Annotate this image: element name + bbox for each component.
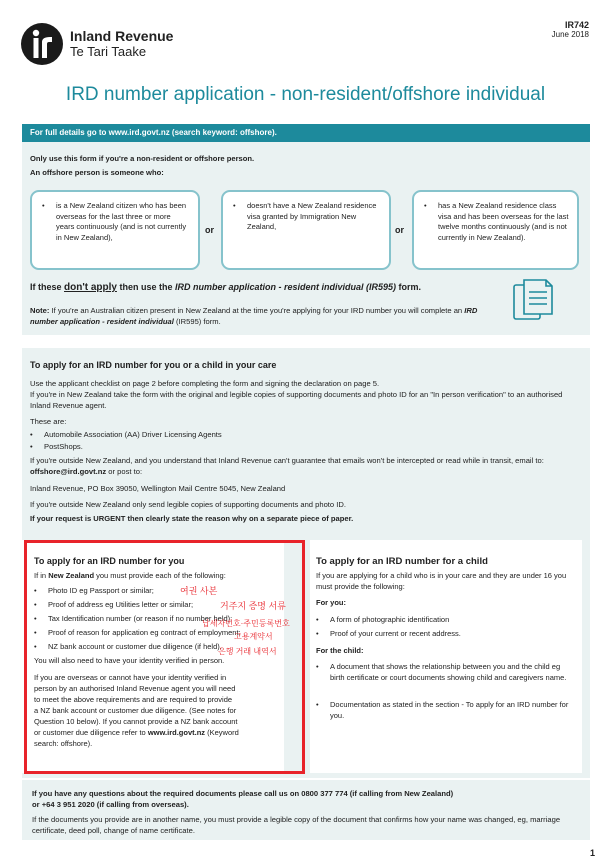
document-icon bbox=[510, 277, 556, 323]
annotation-bank: 은행 거래 내역서 bbox=[218, 647, 277, 656]
phone-line-overseas: or +64 3 951 2020 (if calling from overseas). bbox=[32, 800, 189, 809]
condition-box-residence: • has a New Zealand residence class visa and has been overseas for the last twelve months continuously (and is not currently in New Zealand). bbox=[412, 190, 579, 270]
annotation-passport: 여권 사본 bbox=[180, 586, 218, 596]
name-change-para: If the documents you provide are in another name, you must provide a legible copy of the document that confirms how your name was changed, eg, marriage certificate, deed poll, change of name certificate. bbox=[32, 815, 561, 835]
condition-text: is a New Zealand citizen who has been overseas for the last three or more years continuously (and is not currently in New Zealand), bbox=[56, 201, 187, 242]
brand-name: Inland Revenue bbox=[70, 28, 174, 44]
condition-box-citizen: • is a New Zealand citizen who has been overseas for the last three or more years continuously (and is not currently in New Zealand), bbox=[30, 190, 200, 270]
apply-for-child-intro: If you are applying for a child who is in your care and they are under 16 you must provide the following: bbox=[316, 571, 567, 591]
offshore-person-line: An offshore person is someone who: bbox=[30, 168, 164, 177]
details-bar: For full details go to www.ird.govt.nz (search keyword: offshore). bbox=[22, 124, 590, 142]
outside-nz-para: If you're outside New Zealand, and you understand that Inland Revenue can't guarantee that emails won't be intercepted or read while in transit, email to: offshore@ird.govt.nz or post to: bbox=[30, 456, 544, 476]
form-date: June 2018 bbox=[551, 30, 589, 39]
phone-line: If you have any questions about the required documents please call us on 0800 377 774 (if calling from New Zealand) bbox=[32, 789, 454, 798]
overseas-para: or customer due diligence refer to www.ird.govt.nz (Keyword bbox=[34, 728, 239, 737]
questions-footer bbox=[22, 780, 590, 840]
requirement-item: • Proof of address eg Utilities letter or similar; bbox=[34, 600, 194, 609]
condition-text: doesn't have a New Zealand residence visa granted by Immigration New Zealand, bbox=[247, 201, 377, 231]
page-title: IRD number application - non-resident/offshore individual bbox=[65, 84, 546, 105]
apply-for-you-heading: To apply for an IRD number for you bbox=[34, 556, 185, 566]
agent-item: • Automobile Association (AA) Driver Licensing Agents bbox=[30, 430, 222, 439]
page-number: 1 bbox=[589, 848, 595, 858]
checklist-para: Use the applicant checklist on page 2 before completing the form and signing the declaration on page 5. bbox=[30, 379, 380, 388]
inland-revenue-logo bbox=[20, 22, 64, 66]
requirement-item: • Photo ID eg Passport or similar; bbox=[34, 586, 154, 595]
these-are-label: These are: bbox=[30, 417, 67, 426]
not-apply-line: If these don't apply then use the IRD number application - resident individual (IR595) form. bbox=[30, 282, 422, 293]
for-child-item: • Documentation as stated in the section - To apply for an IRD number for you. bbox=[316, 700, 569, 720]
apply-for-child-box bbox=[310, 540, 582, 773]
agent-item: • PostShops. bbox=[30, 442, 83, 451]
or-label: or bbox=[205, 225, 214, 235]
apply-for-you-intro: If in New Zealand you must provide each of the following: bbox=[34, 571, 226, 580]
for-you-item: • Proof of your current or recent address. bbox=[316, 629, 461, 638]
annotation-employment: 고용계약서 bbox=[234, 632, 273, 641]
overseas-para: Question 10 below). If you cannot provide a NZ bank account bbox=[34, 717, 238, 726]
annotation-tax-id: 납세자번호·주민등록번호 bbox=[202, 619, 290, 628]
requirement-item: • Proof of reason for application eg contract of employment; bbox=[34, 628, 241, 637]
brand-subtitle: Te Tari Taake bbox=[70, 44, 147, 59]
urgent-para: If your request is URGENT then clearly state the reason why on a separate piece of paper. bbox=[30, 514, 354, 523]
in-nz-para: If you're in New Zealand take the form with the original and legible copies of supporting documents and photo ID for an "In person verification" to an authorised Inland Revenue agent. bbox=[30, 390, 563, 410]
overseas-para: If you are overseas or cannot have your identity verified in bbox=[34, 673, 227, 682]
verify-in-person: You will also need to have your identity verified in person. bbox=[34, 656, 225, 665]
overseas-para: search: offshore). bbox=[34, 739, 93, 748]
apply-for-child-heading: To apply for an IRD number for a child bbox=[316, 556, 488, 567]
header bbox=[0, 0, 611, 70]
form-code: IR742 bbox=[564, 20, 589, 30]
requirement-item: • NZ bank account or customer due diligence (if held). bbox=[34, 642, 222, 651]
requirement-item: • Tax Identification number (or reason if no number held); bbox=[34, 614, 233, 623]
for-child-label: For the child: bbox=[316, 646, 364, 655]
or-label: or bbox=[395, 225, 404, 235]
only-use-line: Only use this form if you're a non-resident or offshore person. bbox=[30, 154, 255, 163]
for-you-label: For you: bbox=[316, 598, 346, 607]
for-child-item: • A document that shows the relationship between you and the child eg birth certificate or court documents showing child and caregivers name. bbox=[316, 662, 567, 682]
legible-copies-para: If you're outside New Zealand only send legible copies of supporting documents and photo ID. bbox=[30, 500, 346, 509]
overseas-para: to meet the above requirements and are required to provide bbox=[34, 695, 233, 704]
overseas-para: person by an authorised Inland Revenue agent you will need bbox=[34, 684, 236, 693]
overseas-para: a NZ bank account or customer due diligence. (See notes for bbox=[34, 706, 237, 715]
condition-text: has a New Zealand residence class visa and has been overseas for the last twelve months continuously (and is not currently in New Zealand). bbox=[438, 201, 569, 242]
australian-note: Note: If you're an Australian citizen present in New Zealand at the time you're applying for your IRD number you will complete an IRD number application - resident individual (IR595) form. bbox=[30, 306, 478, 326]
for-you-item: • A form of photographic identification bbox=[316, 615, 450, 624]
apply-heading: To apply for an IRD number for you or a child in your care bbox=[30, 360, 277, 370]
annotation-address: 거주지 증명 서류 bbox=[220, 601, 286, 611]
offshore-definition-section bbox=[22, 142, 590, 335]
condition-box-visa: • doesn't have a New Zealand residence visa granted by Immigration New Zealand, bbox=[221, 190, 391, 270]
postal-address: Inland Revenue, PO Box 39050, Wellington Mail Centre 5045, New Zealand bbox=[30, 484, 286, 493]
highlight-frame bbox=[24, 540, 305, 774]
